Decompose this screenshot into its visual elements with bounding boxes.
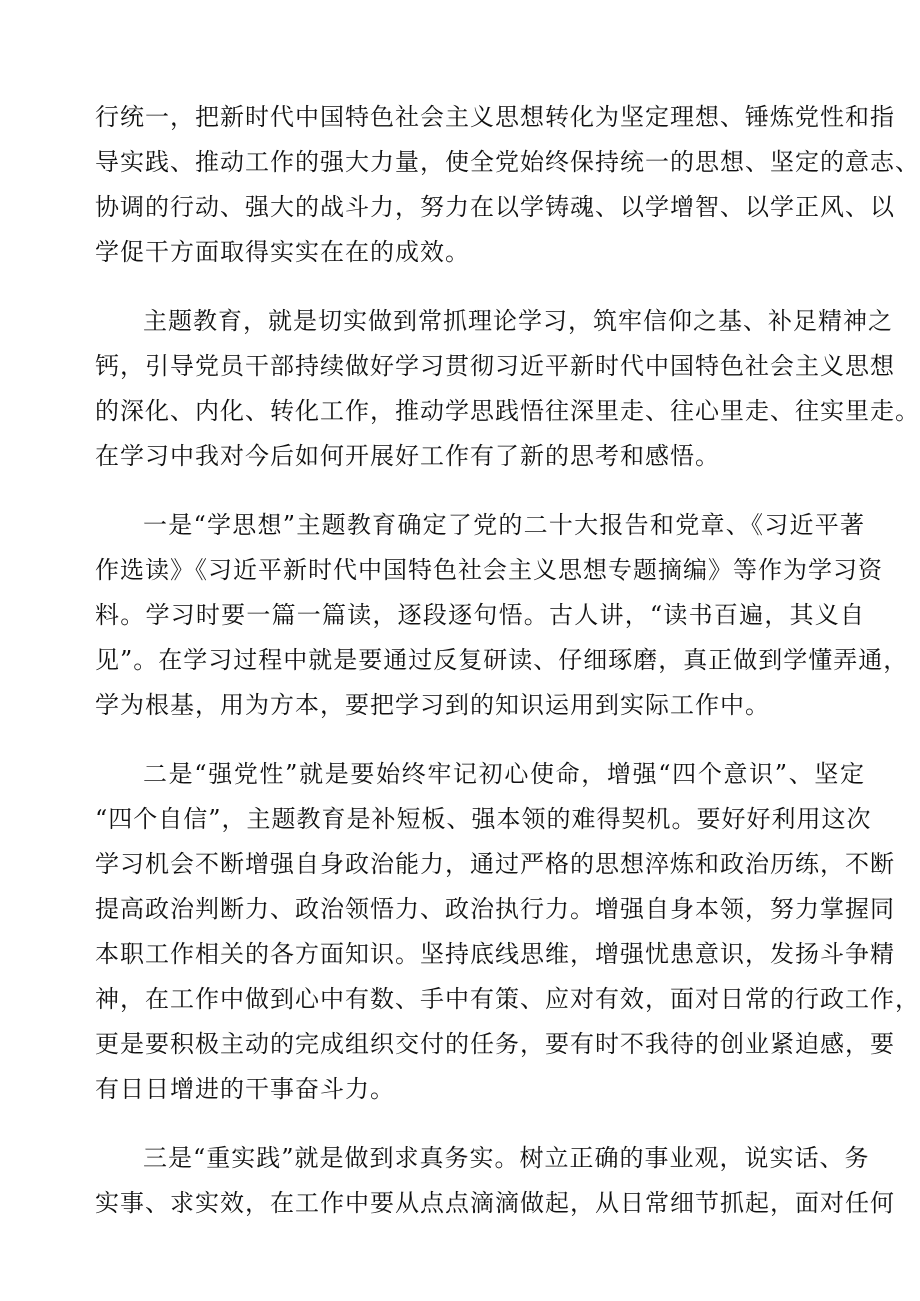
text-line: 本职工作相关的各方面知识。坚持底线思维，增强忧患意识，发扬斗争精 [95, 940, 895, 968]
text-line: 行统一，把新时代中国特色社会主义思想转化为坚定理想、锤炼党性和指 [95, 103, 895, 131]
text-line: 在学习中我对今后如何开展好工作有了新的思考和感悟。 [95, 442, 720, 470]
paragraph-gap [95, 479, 865, 503]
paragraph-gap [95, 1112, 865, 1136]
text-line: 提高政治判断力、政治领悟力、政治执行力。增强自身本领，努力掌握同 [95, 895, 895, 923]
text-line: 学习机会不断增强自身政治能力，通过严格的思想淬炼和政治历练，不断 [95, 850, 895, 878]
text-line: “四个自信”，主题教育是补短板、强本领的难得契机。要好好利用这次 [95, 805, 872, 833]
text-line: 主题教育，就是切实做到常抓理论学习，筑牢信仰之基、补足精神之 [143, 307, 893, 335]
text-line: 学为根基，用为方本，要把学习到的知识运用到实际工作中。 [95, 691, 770, 719]
text-line: 神，在工作中做到心中有数、手中有策、应对有效，面对日常的行政工作， [95, 985, 920, 1013]
text-line: 见”。在学习过程中就是要通过反复研读、仔细琢磨，真正做到学懂弄通， [95, 646, 909, 674]
paragraph-gap [95, 275, 865, 299]
text-line: 更是要积极主动的完成组织交付的任务，要有时不我待的创业紧迫感，要 [95, 1030, 895, 1058]
text-line: 导实践、推动工作的强大力量，使全党始终保持统一的思想、坚定的意志、 [95, 148, 920, 176]
paragraph-gap [95, 728, 865, 752]
paragraph [95, 752, 920, 1112]
paragraph [95, 95, 920, 275]
text-line: 一是“学思想”主题教育确定了党的二十大报告和党章、《习近平著 [143, 511, 865, 539]
text-line: 协调的行动、强大的战斗力，努力在以学铸魂、以学增智、以学正风、以 [95, 193, 895, 221]
text-line: 二是“强党性”就是要始终牢记初心使命，增强“四个意识”、坚定 [143, 760, 865, 788]
document-body [95, 95, 920, 1226]
paragraph [95, 503, 909, 728]
text-line: 作选读》《习近平新时代中国特色社会主义思想专题摘编》等作为学习资 [95, 556, 883, 584]
text-line: 的深化、内化、转化工作，推动学思践悟往深里走、往心里走、往实里走。 [95, 397, 920, 425]
text-line: 钙，引导党员干部持续做好学习贯彻习近平新时代中国特色社会主义思想 [95, 352, 895, 380]
paragraph [95, 299, 920, 479]
text-line: 料。学习时要一篇一篇读，逐段逐句悟。古人讲，“读书百遍，其义自 [95, 601, 865, 629]
text-line: 学促干方面取得实实在在的成效。 [95, 238, 470, 266]
text-line: 实事、求实效，在工作中要从点点滴滴做起，从日常细节抓起，面对任何 [95, 1189, 895, 1217]
text-line: 三是“重实践”就是做到求真务实。树立正确的事业观，说实话、务 [143, 1144, 870, 1172]
paragraph [95, 1136, 895, 1226]
text-line: 有日日增进的干事奋斗力。 [95, 1075, 395, 1103]
